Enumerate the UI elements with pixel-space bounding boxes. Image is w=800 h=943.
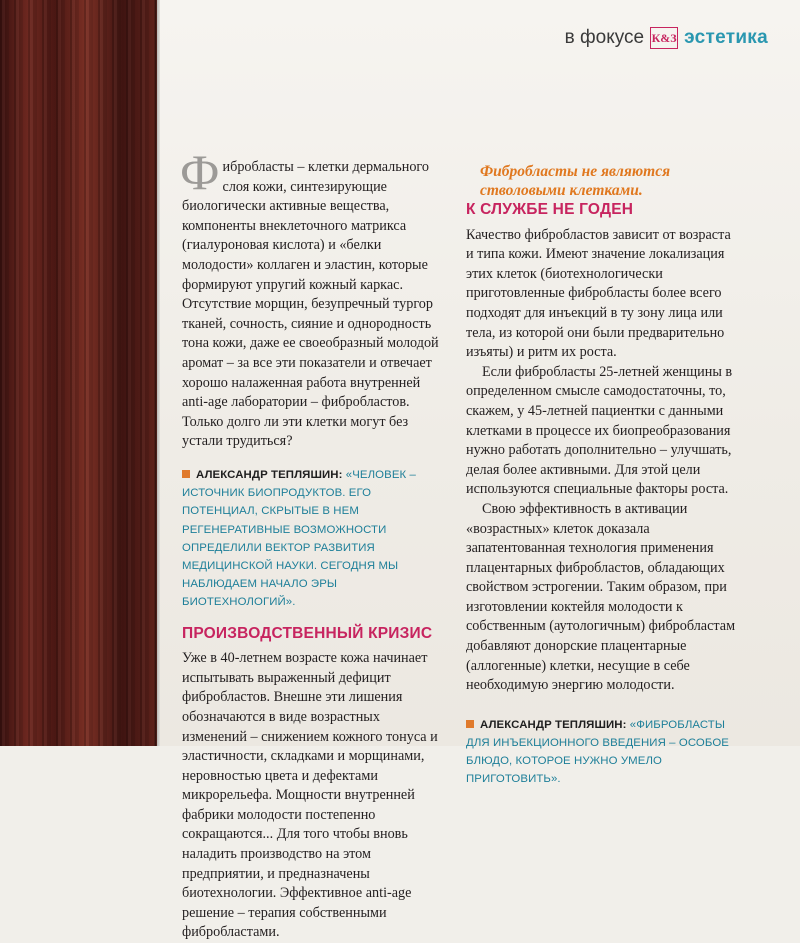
intro-text: кожи, синтезирующие биологически активные вещества, компоненты внеклеточного матрикса (гиалуроновая кислота) и «белки молодости» коллаген и эластин, которые формируют упругий кожный каркас. Отсутствие морщин, безупречный тургор тканей, сочность, сияние и однородность тона кожи, даже ее своеобразный молодой аромат – за все эти показатели и отвечает хорошо налаженная работа внутренней anti-age лаборатории – фибробластов. Только долго ли эти клетки могут без устали трудиться? bbox=[182, 178, 439, 450]
subheading-unfit: К СЛУЖБЕ НЕ ГОДЕН bbox=[466, 201, 634, 218]
quote-text: «ЧЕЛОВЕК – ИСТОЧНИК БИОПРОДУКТОВ. ЕГО ПОТЕНЦИАЛ, СКРЫТЫЕ В НЕМ РЕГЕНЕРАТИВНЫЕ ВОЗМОЖНОСТИ ОПРЕДЕЛИЛИ ВЕКТОР РАЗВИТИЯ МЕДИЦИНСКОЙ НАУКИ. СЕГОДНЯ МЫ НАБЛЮДАЕМ НАЧАЛО ЭРЫ БИОТЕХНОЛОГИЙ». bbox=[182, 468, 416, 609]
section-topic: эстетика bbox=[684, 27, 768, 48]
quote-text: «ФИБРОБЛАСТЫ ДЛЯ ИНЪЕКЦИОННОГО ВВЕДЕНИЯ – ОСОБОЕ БЛЮДО, КОТОРОЕ НУЖНО УМЕЛО ПРИГОТОВИТЬ». bbox=[466, 718, 729, 786]
paragraph-age: Если фибробласты 25-летней женщины в определенном смысле самодостаточны, то, скажем, у 45-летней пациентки с данными клетками в процессе их биопреобразования нужно работать дополнительно – улучшать, делая более активными. Для этой цели используются специальные факторы роста. bbox=[466, 363, 733, 498]
expert-quote bbox=[182, 466, 444, 612]
crisis-paragraph: Уже в 40-летнем возрасте кожа начинает испытывать выраженный дефицит фибробластов. Внешне эти лишения обозначаются в виде возрастных изменений – снижением кожного тонуса и эластичности, складками и морщинами, неровностью цвета и дефектами микрорельефа. Мощности внутренней фабрики молодости постепенно сокращаются... Для того чтобы вновь наладить производство на этом предприятии, и предназначены биотехнологии. Эффективное anti-age решение – терапия собственными фибробластами. bbox=[182, 650, 438, 941]
section-header bbox=[565, 26, 768, 50]
quote-marker-icon bbox=[466, 720, 474, 728]
left-column bbox=[180, 144, 444, 943]
expert-quote-2 bbox=[466, 716, 736, 789]
quote-marker-icon bbox=[182, 470, 190, 478]
paragraph-placental: Свою эффективность в активации «возрастных» клеток доказала запатентованная технология применения плацентарных фибробластов, обладающих свойством эстрогении. Таким образом, при изготовлении коктейля молодости к собственным (аутологичным) фибробластам добавляют донорские плацентарные (аллогенные) клетки, несущие в себе необходимую энергию молодости. bbox=[466, 500, 736, 694]
quote-author: АЛЕКСАНДР ТЕПЛЯШИН: bbox=[480, 718, 627, 731]
paragraph-quality: Качество фибробластов зависит от возраста и типа кожи. Имеют значение локализация этих клеток (биотехнологически приготовленные фибробласты более всего подходят для инъекций в ту зону лица или тела, из которой они были предварительно изъяты) и ритм их роста. bbox=[466, 226, 731, 361]
magazine-logo: К&З bbox=[650, 27, 678, 49]
section-label: в фокусе bbox=[564, 27, 645, 48]
dropcap: Ф bbox=[180, 144, 220, 200]
wood-background bbox=[0, 0, 157, 746]
intro-paragraph bbox=[180, 144, 444, 452]
right-column bbox=[466, 162, 736, 789]
callout-highlight: Фибробласты не являются стволовыми клетками. bbox=[480, 163, 671, 199]
subheading-crisis: ПРОИЗВОДСТВЕННЫЙ КРИЗИС bbox=[182, 624, 433, 642]
intro-first-line: ибробласты – клетки дермального слоя bbox=[222, 159, 429, 195]
quote-author: АЛЕКСАНДР ТЕПЛЯШИН: bbox=[196, 468, 343, 481]
